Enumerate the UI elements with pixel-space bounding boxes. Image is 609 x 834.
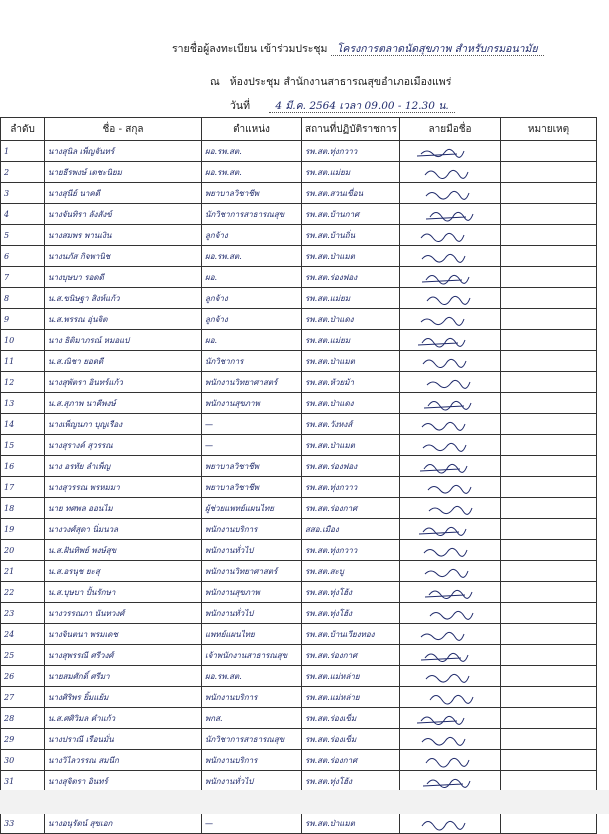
row-signature — [400, 561, 501, 582]
row-signature — [400, 708, 501, 729]
table-row — [1, 624, 597, 645]
meeting-title-value: โครงการตลาดนัดสุขภาพ สำหรับกรมอนามัย — [331, 43, 544, 56]
table-row — [1, 225, 597, 246]
row-signature — [400, 813, 501, 834]
row-name: นางสุนีย์ นาคดี — [45, 183, 202, 204]
row-note — [501, 267, 597, 288]
row-name: นางอนุรัตน์ สุขเอก — [45, 813, 202, 834]
meeting-date-line — [230, 97, 455, 114]
row-signature — [400, 141, 501, 162]
row-signature — [400, 225, 501, 246]
row-name: นางสุจิตรา อินทร์ — [45, 771, 202, 792]
row-position: ผู้ช่วยแพทย์แผนไทย — [202, 498, 302, 519]
row-position: นักวิชาการสาธารณสุข — [202, 204, 302, 225]
row-signature — [400, 393, 501, 414]
row-number: 3 — [1, 183, 45, 204]
row-signature — [400, 456, 501, 477]
row-note — [501, 330, 597, 351]
row-position: พกส. — [202, 708, 302, 729]
handwritten-signature — [403, 289, 493, 307]
handwritten-signature — [403, 625, 493, 643]
meeting-venue-line — [210, 73, 451, 90]
row-note — [501, 351, 597, 372]
handwritten-signature — [403, 163, 493, 181]
handwritten-signature — [403, 394, 493, 412]
row-number: 1 — [1, 141, 45, 162]
row-workplace: รพ.สต.ทุ่งโฮ้ง — [302, 582, 400, 603]
row-workplace: รพ.สต.ทุ่งโฮ้ง — [302, 603, 400, 624]
row-workplace: รพ.สต.แม่ยม — [302, 162, 400, 183]
row-name: นางศิริพร ยิ้มแย้ม — [45, 687, 202, 708]
table-row — [1, 519, 597, 540]
table-row — [1, 477, 597, 498]
row-workplace: รพ.สต.บ้านกาศ — [302, 204, 400, 225]
row-note — [501, 624, 597, 645]
row-name: นาย ทศพล ออนไม — [45, 498, 202, 519]
handwritten-signature — [403, 520, 493, 538]
row-position: พยาบาลวิชาชีพ — [202, 477, 302, 498]
row-name: น.ส.ฝันทิพย์ พงษ์สุข — [45, 540, 202, 561]
row-signature — [400, 645, 501, 666]
row-workplace: รพ.สต.ป่าแมต — [302, 351, 400, 372]
row-workplace: รพ.สต.ป่าแดง — [302, 393, 400, 414]
row-number: 10 — [1, 330, 45, 351]
venue-prefix: ณ — [210, 76, 220, 88]
date-value: 4 มี.ค. 2564 เวลา 09.00 - 12.30 น. — [269, 100, 454, 113]
row-note — [501, 771, 597, 792]
handwritten-signature — [403, 499, 493, 517]
table-row — [1, 729, 597, 750]
row-number: 9 — [1, 309, 45, 330]
row-workplace: รพ.สต.แม่หล่าย — [302, 687, 400, 708]
row-name: น.ส.ณิชา ยอดดี — [45, 351, 202, 372]
table-header-row — [1, 118, 597, 141]
row-workplace: รพ.สต.แม่หล่าย — [302, 666, 400, 687]
row-name: นางจันทิรา ลังสังข์ — [45, 204, 202, 225]
row-number: 12 — [1, 372, 45, 393]
table-row — [1, 351, 597, 372]
col-header-name: ชื่อ - สกุล — [45, 118, 202, 141]
table-row — [1, 288, 597, 309]
row-note — [501, 456, 597, 477]
row-note — [501, 183, 597, 204]
col-header-signature: ลายมือชื่อ — [400, 118, 501, 141]
row-note — [501, 288, 597, 309]
meeting-title-line — [172, 40, 544, 57]
row-note — [501, 729, 597, 750]
handwritten-signature — [403, 373, 493, 391]
table-row — [1, 498, 597, 519]
table-row — [1, 267, 597, 288]
row-note — [501, 246, 597, 267]
row-position: พยาบาลวิชาชีพ — [202, 183, 302, 204]
row-name: น.ส.ศศิวิมล คำแก้ว — [45, 708, 202, 729]
row-number: 16 — [1, 456, 45, 477]
row-position: พนักงานบริการ — [202, 750, 302, 771]
row-position: พนักงานทั่วไป — [202, 603, 302, 624]
row-note — [501, 162, 597, 183]
row-note — [501, 309, 597, 330]
row-number: 13 — [1, 393, 45, 414]
col-header-workplace: สถานที่ปฏิบัติราชการ — [302, 118, 400, 141]
table-row — [1, 372, 597, 393]
handwritten-signature — [403, 478, 493, 496]
handwritten-signature — [403, 205, 493, 223]
row-name: นางสุพัตรา อินทร์แก้ว — [45, 372, 202, 393]
row-number: 4 — [1, 204, 45, 225]
page-bottom-margin — [0, 790, 609, 814]
row-workplace: รพ.สต.วังหงส์ — [302, 414, 400, 435]
row-workplace: รพ.สต.ทุ่งกวาว — [302, 141, 400, 162]
table-row — [1, 456, 597, 477]
row-workplace: รพ.สต.ป่าแมต — [302, 813, 400, 834]
row-name: นางสมพร พานเงิน — [45, 225, 202, 246]
row-name: น.ส.สุภาพ นาคีพงษ์ — [45, 393, 202, 414]
row-note — [501, 435, 597, 456]
row-name: น.ส.ขนิษฐา สิงห์แก้ว — [45, 288, 202, 309]
table-row — [1, 561, 597, 582]
row-position: — — [202, 813, 302, 834]
row-signature — [400, 414, 501, 435]
row-position: พนักงานวิทยาศาสตร์ — [202, 372, 302, 393]
row-position: ลูกจ้าง — [202, 288, 302, 309]
table-row — [1, 246, 597, 267]
row-name: น.ส.อรนุช ยะสุ — [45, 561, 202, 582]
row-number: 25 — [1, 645, 45, 666]
handwritten-signature — [403, 541, 493, 559]
registration-table — [0, 117, 597, 834]
row-note — [501, 561, 597, 582]
row-number: 22 — [1, 582, 45, 603]
row-number: 29 — [1, 729, 45, 750]
row-position: พนักงานทั่วไป — [202, 540, 302, 561]
row-number: 8 — [1, 288, 45, 309]
handwritten-signature — [403, 604, 493, 622]
row-note — [501, 141, 597, 162]
row-name: นางเพ็ญนภา บุญเรือง — [45, 414, 202, 435]
row-note — [501, 414, 597, 435]
row-position: ลูกจ้าง — [202, 225, 302, 246]
handwritten-signature — [403, 226, 493, 244]
row-name: นางวงศ์สุดา นิ่มนวล — [45, 519, 202, 540]
row-workplace: รพ.สต.ทุ่งกวาว — [302, 540, 400, 561]
row-signature — [400, 204, 501, 225]
table-row — [1, 750, 597, 771]
row-signature — [400, 288, 501, 309]
row-name: น.ส.บุษบา ปั้นรักษา — [45, 582, 202, 603]
row-note — [501, 645, 597, 666]
row-workplace: รพ.สต.ร่องฟอง — [302, 267, 400, 288]
handwritten-signature — [403, 436, 493, 454]
row-name: นางบุษบา รอดดี — [45, 267, 202, 288]
row-number: 6 — [1, 246, 45, 267]
handwritten-signature — [403, 688, 493, 706]
row-signature — [400, 603, 501, 624]
table-row — [1, 645, 597, 666]
row-workplace: รพ.สต.ร่องเข็ม — [302, 729, 400, 750]
row-workplace: รพ.สต.ป่าแมต — [302, 246, 400, 267]
row-position: พนักงานบริการ — [202, 519, 302, 540]
handwritten-signature — [403, 709, 493, 727]
row-note — [501, 498, 597, 519]
row-name: นางนภัส กิจพานิช — [45, 246, 202, 267]
row-number: 14 — [1, 414, 45, 435]
handwritten-signature — [403, 667, 493, 685]
row-workplace: รพ.สต.บ้านเวียงทอง — [302, 624, 400, 645]
row-position: ผอ.รพ.สต. — [202, 141, 302, 162]
table-row — [1, 393, 597, 414]
table-row — [1, 540, 597, 561]
row-position: พนักงานสุขภาพ — [202, 582, 302, 603]
row-position: นักวิชาการ — [202, 351, 302, 372]
row-number: 19 — [1, 519, 45, 540]
row-signature — [400, 183, 501, 204]
row-workplace: รพ.สต.ร่องกาศ — [302, 750, 400, 771]
row-note — [501, 519, 597, 540]
row-number: 20 — [1, 540, 45, 561]
row-position: ผอ. — [202, 330, 302, 351]
row-number: 7 — [1, 267, 45, 288]
table-row — [1, 330, 597, 351]
row-signature — [400, 666, 501, 687]
row-number: 26 — [1, 666, 45, 687]
handwritten-signature — [403, 310, 493, 328]
row-signature — [400, 687, 501, 708]
row-signature — [400, 330, 501, 351]
handwritten-signature — [403, 562, 493, 580]
table-row — [1, 204, 597, 225]
row-signature — [400, 372, 501, 393]
row-note — [501, 687, 597, 708]
handwritten-signature — [403, 772, 493, 790]
row-signature — [400, 435, 501, 456]
row-signature — [400, 582, 501, 603]
handwritten-signature — [403, 730, 493, 748]
row-position: ผอ. — [202, 267, 302, 288]
handwritten-signature — [403, 352, 493, 370]
row-note — [501, 666, 597, 687]
row-name: นายธีรพงษ์ เตชะนิยม — [45, 162, 202, 183]
handwritten-signature — [403, 457, 493, 475]
handwritten-signature — [403, 184, 493, 202]
row-number: 31 — [1, 771, 45, 792]
row-workplace: รพ.สต.ร่องฟอง — [302, 456, 400, 477]
row-position: ลูกจ้าง — [202, 309, 302, 330]
row-signature — [400, 540, 501, 561]
row-name: นางปราณี เรือนมั่น — [45, 729, 202, 750]
row-name: นางสุพรรณี ศรีวงศ์ — [45, 645, 202, 666]
row-signature — [400, 246, 501, 267]
row-position: พนักงานบริการ — [202, 687, 302, 708]
date-label: วันที่ — [230, 100, 250, 112]
row-number: 2 — [1, 162, 45, 183]
table-row — [1, 582, 597, 603]
row-workplace: รพ.สต.สะบู — [302, 561, 400, 582]
row-number: 24 — [1, 624, 45, 645]
row-number: 18 — [1, 498, 45, 519]
row-name: นางวรรณภา นันทวงศ์ — [45, 603, 202, 624]
row-number: 15 — [1, 435, 45, 456]
row-name: นาง ธิติมาภรณ์ หมอแป — [45, 330, 202, 351]
row-position: — — [202, 435, 302, 456]
handwritten-signature — [403, 268, 493, 286]
row-position: — — [202, 414, 302, 435]
row-position: เจ้าพนักงานสาธารณสุข — [202, 645, 302, 666]
row-note — [501, 477, 597, 498]
row-position: พนักงานทั่วไป — [202, 771, 302, 792]
table-row — [1, 162, 597, 183]
row-note — [501, 708, 597, 729]
meeting-title-label: รายชื่อผู้ลงทะเบียน เข้าร่วมประชุม — [172, 43, 328, 55]
venue-text: ห้องประชุม สำนักงานสาธารณสุขอำเภอเมืองแพร่ — [229, 76, 452, 88]
row-workplace: รพ.สต.ร่องเข็ม — [302, 708, 400, 729]
row-workplace: รพ.สต.ห้วยม้า — [302, 372, 400, 393]
row-signature — [400, 309, 501, 330]
col-header-no: ลำดับ — [1, 118, 45, 141]
row-name: น.ส.พรรณ อุ่นจิต — [45, 309, 202, 330]
table-row — [1, 666, 597, 687]
row-name: นางสุนิล เพ็ญจันทร์ — [45, 141, 202, 162]
row-position: ผอ.รพ.สต. — [202, 246, 302, 267]
row-position: ผอ.รพ.สต. — [202, 666, 302, 687]
table-row — [1, 141, 597, 162]
row-workplace: รพ.สต.บ้านถิ่น — [302, 225, 400, 246]
row-workplace: รพ.สต.ป่าแดง — [302, 309, 400, 330]
table-row — [1, 414, 597, 435]
row-position: พยาบาลวิชาชีพ — [202, 456, 302, 477]
row-workplace: รพ.สต.สวนเขื่อน — [302, 183, 400, 204]
handwritten-signature — [403, 583, 493, 601]
row-note — [501, 540, 597, 561]
row-number: 27 — [1, 687, 45, 708]
row-note — [501, 750, 597, 771]
row-note — [501, 393, 597, 414]
row-number: 5 — [1, 225, 45, 246]
row-note — [501, 372, 597, 393]
handwritten-signature — [403, 646, 493, 664]
row-position: พนักงานสุขภาพ — [202, 393, 302, 414]
table-row — [1, 813, 597, 834]
row-workplace: รพ.สต.ทุ่งโฮ้ง — [302, 771, 400, 792]
row-position: แพทย์แผนไทย — [202, 624, 302, 645]
handwritten-signature — [403, 142, 493, 160]
col-header-note: หมายเหตุ — [501, 118, 597, 141]
row-workplace: รพ.สต.ป่าแมต — [302, 435, 400, 456]
row-signature — [400, 519, 501, 540]
row-name: นาง อรทัย ลำเพ็ญ — [45, 456, 202, 477]
row-signature — [400, 729, 501, 750]
row-name: นางวิไลวรรณ สมนึก — [45, 750, 202, 771]
table-row — [1, 183, 597, 204]
row-workplace: รพ.สต.แม่ยม — [302, 330, 400, 351]
row-workplace: สสอ.เมือง — [302, 519, 400, 540]
row-workplace: รพ.สต.ทุ่งกวาว — [302, 477, 400, 498]
handwritten-signature — [403, 751, 493, 769]
row-number: 11 — [1, 351, 45, 372]
row-note — [501, 603, 597, 624]
table-row — [1, 771, 597, 792]
row-signature — [400, 771, 501, 792]
table-row — [1, 435, 597, 456]
row-number: 30 — [1, 750, 45, 771]
row-name: นางสุรางค์ สุวรรณ — [45, 435, 202, 456]
row-workplace: รพ.สต.ร่องกาศ — [302, 498, 400, 519]
col-header-position: ตำแหน่ง — [202, 118, 302, 141]
handwritten-signature — [403, 415, 493, 433]
row-note — [501, 204, 597, 225]
row-number: 21 — [1, 561, 45, 582]
row-name: นางจินตนา พรมเดช — [45, 624, 202, 645]
row-workplace: รพ.สต.ร่องกาศ — [302, 645, 400, 666]
row-position: พนักงานวิทยาศาสตร์ — [202, 561, 302, 582]
handwritten-signature — [403, 814, 493, 832]
row-workplace: รพ.สต.แม่ยม — [302, 288, 400, 309]
row-signature — [400, 162, 501, 183]
row-note — [501, 225, 597, 246]
row-signature — [400, 750, 501, 771]
row-note — [501, 582, 597, 603]
row-name: นายสมศักดิ์ ศรีมา — [45, 666, 202, 687]
row-signature — [400, 267, 501, 288]
handwritten-signature — [403, 331, 493, 349]
table-row — [1, 687, 597, 708]
row-signature — [400, 351, 501, 372]
row-number: 17 — [1, 477, 45, 498]
row-number: 23 — [1, 603, 45, 624]
row-number: 28 — [1, 708, 45, 729]
table-row — [1, 603, 597, 624]
row-signature — [400, 624, 501, 645]
row-position: ผอ.รพ.สต. — [202, 162, 302, 183]
row-signature — [400, 498, 501, 519]
table-row — [1, 309, 597, 330]
row-position: นักวิชาการสาธารณสุข — [202, 729, 302, 750]
row-number: 33 — [1, 813, 45, 834]
table-row — [1, 708, 597, 729]
handwritten-signature — [403, 247, 493, 265]
row-note — [501, 813, 597, 834]
row-signature — [400, 477, 501, 498]
row-name: นางสุวรรณ พรหมมา — [45, 477, 202, 498]
